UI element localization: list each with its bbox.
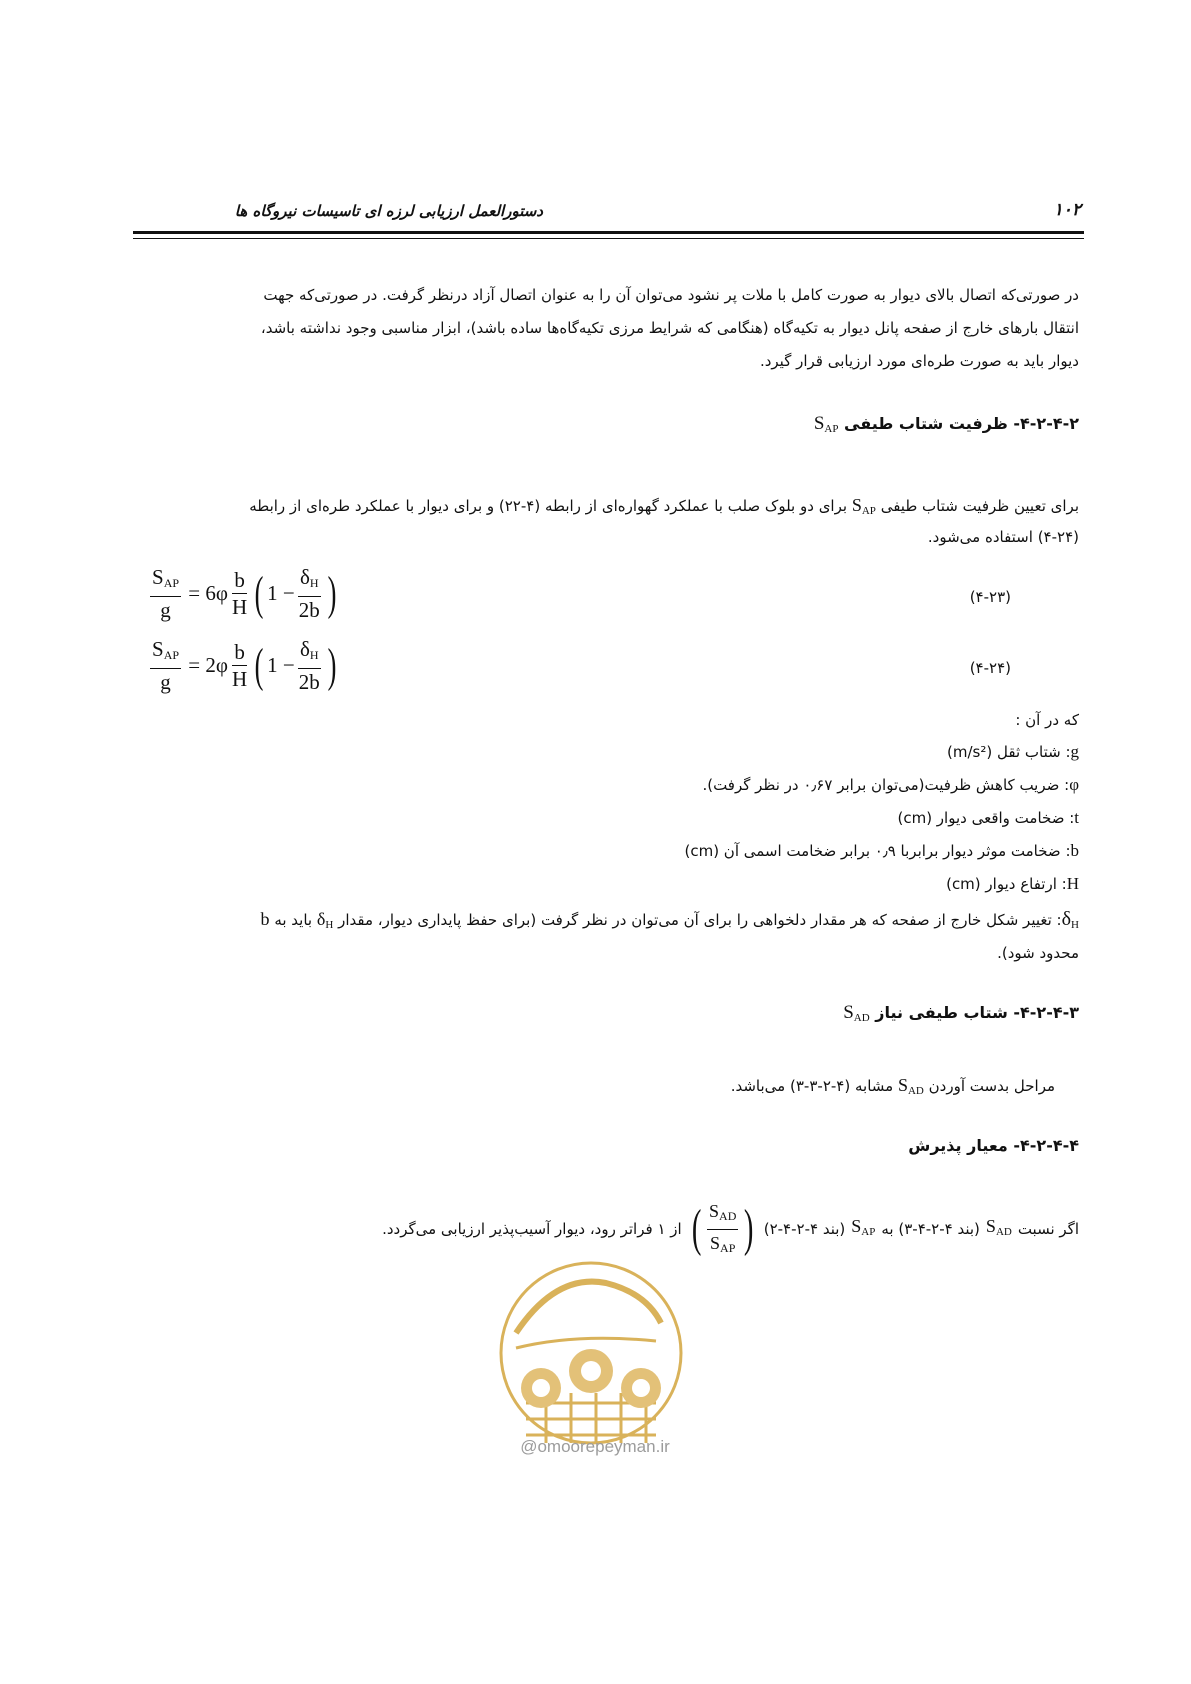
section-heading-demand-text: ۴-۲-۴-۳- شتاب طیفی نیاز: [875, 1003, 1079, 1022]
where-label: که در آن :: [1015, 711, 1079, 729]
equation-4-23: $\frac{S_{AP}}{g}$ = 6φ $\frac{b}{H}$ ( 1 − $\frac{\delta_H}{2b}$ ): [152, 565, 337, 622]
watermark-logo: [486, 1253, 696, 1449]
running-header-title: دستورالعمل ارزیابی لرزه ای تاسیسات نیروگاه ها: [234, 202, 543, 220]
para-acceptance: اگر نسبت $S_{AD}$ (بند ۴-۲-۴-۳) به $S_{AP}$ (بند ۴-۲-۴-۲) ( $\frac{S_{AD}}{S_{AP}}$ ) از ۱ فراتر رود، دیوار آسیب‌پذیر ارزیابی می‌گردد.: [382, 1196, 1079, 1262]
symbol-sap: $S_{AP}$: [813, 413, 839, 435]
symbol-delta-h: $\delta_H$: [1061, 908, 1079, 931]
header-rule-thin: [133, 238, 1084, 239]
para-capacity-line-2: (۴-۲۴) استفاده می‌شود.: [927, 528, 1079, 546]
definition-phi: φ: ضریب کاهش ظرفیت(می‌توان برابر ۰٫۶۷ در نظر گرفت).: [702, 775, 1079, 794]
intro-line-2: انتقال بارهای خارج از صفحه پانل دیوار به تکیه‌گاه (هنگامی که شرایط مرزی تکیه‌گاه‌ها ساده باشد)، ابزار مناسبی وجود نداشته باشد،: [260, 319, 1079, 337]
symbol-sap-inline: $S_{AP}$: [851, 495, 876, 517]
section-heading-acceptance: ۴-۲-۴-۴- معیار پذیرش: [908, 1136, 1079, 1155]
definition-delta-line-2: محدود شود).: [997, 944, 1079, 962]
equation-number-4-23: (۴-۲۳): [969, 588, 1011, 606]
para-capacity-line-1: برای تعیین ظرفیت شتاب طیفی $S_{AP}$ برای دو بلوک صلب با عملکرد گهواره‌ای از رابطه (۴-۲۲) و برای دیوار با عملکرد طره‌ای از رابطه: [249, 490, 1079, 526]
page-number: ۱۰۲: [1053, 200, 1081, 220]
section-heading-demand: [843, 1002, 1079, 1024]
equation-number-4-24: (۴-۲۴): [969, 659, 1011, 677]
symbol-sad: $S_{AD}$: [843, 1002, 870, 1024]
definition-delta-line-1: $\delta_H$: تغییر شکل خارج از صفحه که هر مقدار دلخواهی را برای آن می‌توان در نظر گرفت (برای حفظ پایداری دیوار، مقدار $\delta_H$ باید به b: [110, 904, 1079, 940]
definition-h: H: ارتفاع دیوار (cm): [946, 874, 1079, 893]
ratio-sad-sap: ( $\frac{S_{AD}}{S_{AP}}$ ): [691, 1200, 754, 1257]
section-heading-capacity: [814, 413, 1079, 435]
section-heading-capacity-text: ۴-۲-۴-۲- ظرفیت شتاب طیفی: [844, 414, 1079, 433]
intro-line-3: دیوار باید به صورت طره‌ای مورد ارزیابی قرار گیرد.: [759, 352, 1079, 370]
definition-t: t: ضخامت واقعی دیوار (cm): [897, 808, 1079, 827]
intro-line-1: در صورتی‌که اتصال بالای دیوار به صورت کامل با ملات پر نشود می‌توان آن را به عنوان اتصال آزاد درنظر گرفت. در صورتی‌که جهت: [263, 286, 1079, 304]
watermark-url: @omoorepeyman.ir: [520, 1437, 670, 1456]
definition-b: b: ضخامت موثر دیوار برابربا ۰٫۹ برابر ضخامت اسمی آن (cm): [684, 841, 1079, 860]
para-demand: مراحل بدست آوردن $S_{AD}$ مشابه (۴-۲-۳-۳) می‌باشد.: [730, 1075, 1055, 1097]
header-rule-thick: [133, 231, 1084, 234]
equation-4-24: $\frac{S_{AP}}{g}$ = 2φ $\frac{b}{H}$ ( 1 − $\frac{\delta_H}{2b}$ ): [152, 637, 337, 694]
definition-g: g: شتاب ثقل (m/s²): [947, 742, 1079, 761]
